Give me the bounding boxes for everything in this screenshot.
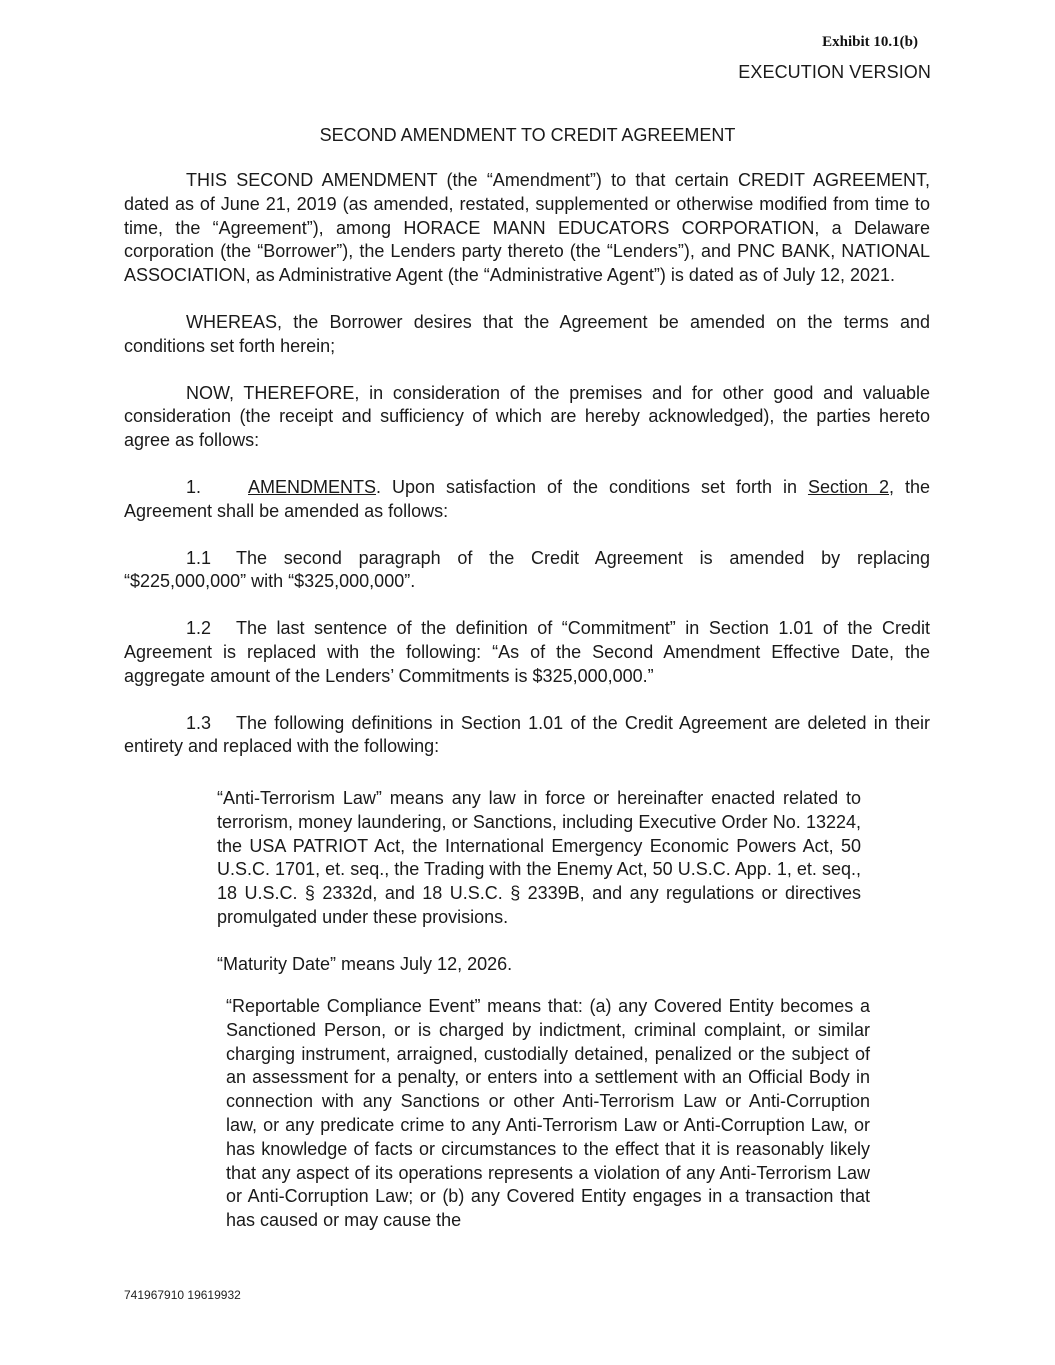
subsection-number: 1.3 [186, 712, 212, 733]
subsection-text: The last sentence of the definition of “Commitment” in Section 1.01 of the Credit Agreement is replaced with the following: “As of the Second Amendment Effective Date, the aggregate amount of the Lenders’ Commitments is $325,000,000.” [124, 618, 930, 686]
section-1-text-b: , the Agreement shall be amended as follows: [124, 476, 930, 521]
subsection-number: 1.2 [186, 618, 212, 639]
subsection-1-2 [124, 617, 930, 688]
now-therefore-paragraph: NOW, THEREFORE, in consideration of the premises and for other good and valuable consideration (the receipt and sufficiency of which are hereby acknowledged), the parties hereto agree as follows: [124, 382, 930, 451]
definitions-block [217, 787, 861, 1000]
document-body [124, 169, 930, 782]
execution-version-label: EXECUTION VERSION [738, 62, 931, 82]
exhibit-label: Exhibit 10.1(b) [822, 34, 918, 50]
subsection-number: 1.1 [186, 547, 212, 568]
definitions-block-2 [226, 995, 870, 1233]
section-1-paragraph [124, 476, 930, 524]
document-id-footer: 741967910 19619932 [124, 1288, 241, 1302]
section-2-reference: Section 2 [807, 476, 889, 497]
intro-paragraph: THIS SECOND AMENDMENT (the “Amendment”) to that certain CREDIT AGREEMENT, dated as of June 21, 2019 (as amended, restated, supplemented or otherwise modified from time to time, the “Agreement”), among HORACE MANN EDUCATORS CORPORATION, a Delaware corporation (the “Borrower”), the Lenders party thereto (the “Lenders”), and PNC BANK, NATIONAL ASSOCIATION, as Administrative Agent (the “Administrative Agent”) is dated as of July 12, 2021. [124, 170, 930, 286]
definition-anti-terrorism-law: “Anti-Terrorism Law” means any law in force or hereinafter enacted related to terrorism, money laundering, or Sanctions, including Executive Order No. 13224, the USA PATRIOT Act, the International Emergency Economic Powers Act, 50 U.S.C. 1701, et. seq., the Trading with the Enemy Act, 50 U.S.C. App. 1, et. seq., 18 U.S.C. § 2332d, and 18 U.S.C. § 2339B, and any regulations or directives promulgated under these provisions. [217, 788, 861, 927]
document-title: SECOND AMENDMENT TO CREDIT AGREEMENT [319, 125, 736, 145]
subsection-text: The second paragraph of the Credit Agreement is amended by replacing “$225,000,000” with “$325,000,000”. [124, 547, 930, 592]
whereas-paragraph: WHEREAS, the Borrower desires that the Agreement be amended on the terms and conditions set forth herein; [124, 311, 930, 356]
definition-maturity-date: “Maturity Date” means July 12, 2026. [217, 953, 513, 974]
subsection-text: The following definitions in Section 1.01 of the Credit Agreement are deleted in their entirety and replaced with the following: [124, 712, 930, 757]
subsection-1-1 [124, 547, 930, 595]
section-1-heading: AMENDMENTS [248, 476, 377, 497]
section-1-text-a: . Upon satisfaction of the conditions set forth in [376, 476, 808, 497]
definition-reportable-compliance-event: “Reportable Compliance Event” means that: (a) any Covered Entity becomes a Sanctioned Person, or is charged by indictment, criminal complaint, or similar charging instrument, arraigned, custodially detained, penalized or the subject of an assessment for a penalty, or enters into a settlement with an Official Body in connection with any Sanctions or other Anti-Terrorism Law or Anti-Corruption law, or any predicate crime to any Anti-Terrorism Law or Anti-Corruption Law, or has knowledge of facts or circumstances to the effect that it is reasonably likely that any aspect of its operations represents a violation of any Anti-Terrorism Law or Anti-Corruption Law; or (b) any Covered Entity engages in a transaction that has caused or may cause the [226, 996, 870, 1231]
section-1-number: 1. [186, 476, 202, 497]
subsection-1-3 [124, 712, 930, 760]
